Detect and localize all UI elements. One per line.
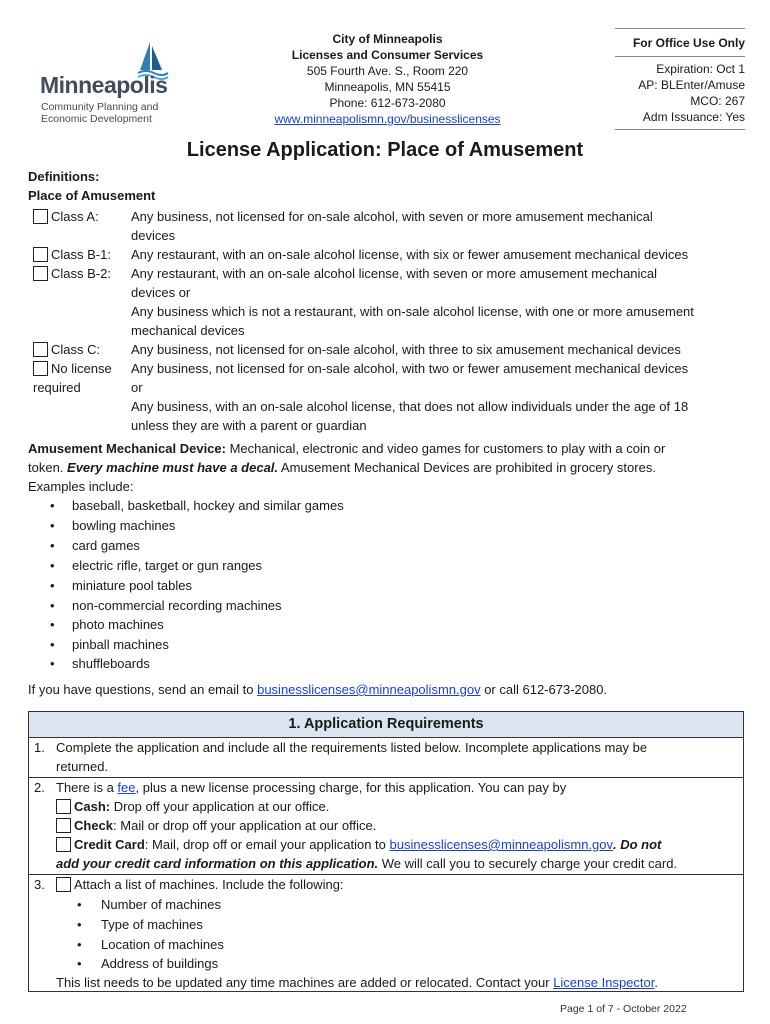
- class-b1-checkbox[interactable]: [33, 247, 48, 262]
- contact-line: If you have questions, send an email to businesslicenses@minneapolismn.gov or call 612-673-2080.: [28, 682, 608, 697]
- department-name: Licenses and Consumer Services: [291, 48, 484, 62]
- list-item: • bowling machines: [50, 518, 176, 533]
- ap-value: AP: BLEnter/Amuse: [638, 78, 745, 92]
- fee-link[interactable]: fee: [117, 780, 136, 795]
- class-c-checkbox[interactable]: [33, 342, 48, 357]
- cash-option[interactable]: Cash: Drop off your application at our office.: [56, 797, 329, 816]
- class-a-option[interactable]: Class A:: [33, 207, 99, 226]
- credit-card-option[interactable]: Credit Card: Mail, drop off or email your application to businesslicenses@minneapolismn.gov. Do not: [56, 835, 661, 854]
- class-c-option[interactable]: Class C:: [33, 340, 100, 359]
- list-item: • Number of machines: [77, 897, 221, 912]
- list-item: • Location of machines: [77, 937, 224, 952]
- req-3-number: 3.: [34, 877, 45, 892]
- list-item: • pinball machines: [50, 637, 169, 652]
- no-license-description-alt-cont: unless they are with a parent or guardian: [131, 418, 367, 433]
- list-item: • miniature pool tables: [50, 578, 192, 593]
- requirements-table: [28, 711, 744, 992]
- place-of-amusement-heading: Place of Amusement: [28, 188, 156, 203]
- req-1-text-cont: returned.: [56, 759, 109, 774]
- class-b2-description-alt-cont: mechanical devices: [131, 323, 245, 338]
- check-checkbox[interactable]: [56, 818, 71, 833]
- no-license-description-or: or: [131, 380, 143, 395]
- no-license-option[interactable]: No license: [33, 359, 112, 378]
- no-license-description-alt: Any business, with an on-sale alcohol license, that does not allow individuals under the age of 18: [131, 399, 689, 414]
- expiration-value: Expiration: Oct 1: [656, 62, 745, 76]
- examples-label: Examples include:: [28, 479, 134, 494]
- list-item: • card games: [50, 538, 140, 553]
- check-option[interactable]: Check: Mail or drop off your application at our office.: [56, 816, 376, 835]
- no-license-label-cont: required: [33, 380, 81, 395]
- office-use-box: [615, 28, 745, 130]
- class-a-description-cont: devices: [131, 228, 176, 243]
- credit-email-link[interactable]: businesslicenses@minneapolismn.gov: [389, 837, 613, 852]
- city-name: City of Minneapolis: [332, 32, 443, 46]
- definitions-heading: Definitions:: [28, 169, 100, 184]
- list-item: • Address of buildings: [77, 956, 219, 971]
- machine-list-update-note: This list needs to be updated any time machines are added or relocated. Contact your License Inspector.: [56, 975, 658, 990]
- cash-checkbox[interactable]: [56, 799, 71, 814]
- credit-card-note: add your credit card information on this application. We will call you to securely charge your credit card.: [56, 856, 678, 871]
- office-address-block: [260, 31, 515, 127]
- list-item: • baseball, basketball, hockey and similar games: [50, 498, 344, 513]
- street-address: 505 Fourth Ave. S., Room 220: [306, 64, 469, 78]
- page-title: License Application: Place of Amusement: [186, 139, 584, 161]
- class-a-description: Any business, not licensed for on-sale alcohol, with seven or more amusement mechanical: [131, 209, 653, 224]
- minneapolis-logo: [38, 38, 173, 128]
- license-inspector-link[interactable]: License Inspector: [553, 975, 655, 990]
- office-use-title: For Office Use Only: [615, 29, 745, 57]
- machine-list-checkbox[interactable]: [56, 877, 71, 892]
- machine-list-option[interactable]: Attach a list of machines. Include the following:: [56, 875, 344, 894]
- city-state-zip: Minneapolis, MN 55415: [324, 80, 451, 94]
- class-b2-option[interactable]: Class B-2:: [33, 264, 111, 283]
- list-item: • electric rifle, target or gun ranges: [50, 558, 263, 573]
- no-license-description: Any business, not licensed for on-sale alcohol, with two or fewer amusement mechanical devices: [131, 361, 689, 376]
- requirements-heading: 1. Application Requirements: [29, 712, 743, 738]
- no-license-checkbox[interactable]: [33, 361, 48, 376]
- list-item: • Type of machines: [77, 917, 203, 932]
- list-item: • photo machines: [50, 617, 164, 632]
- class-a-checkbox[interactable]: [33, 209, 48, 224]
- phone-number: Phone: 612-673-2080: [329, 96, 446, 110]
- class-b2-description: Any restaurant, with an on-sale alcohol license, with seven or more amusement mechanical: [131, 266, 658, 281]
- device-definition: Amusement Mechanical Device: Mechanical, electronic and video games for customers to play with a coin or: [28, 441, 666, 456]
- req-2-text: There is a fee, plus a new license processing charge, for this application. You can pay by: [56, 780, 567, 795]
- req-2-number: 2.: [34, 780, 45, 795]
- contact-email-link[interactable]: businesslicenses@minneapolismn.gov: [257, 682, 481, 697]
- class-c-description: Any business, not licensed for on-sale alcohol, with three to six amusement mechanical devices: [131, 342, 681, 357]
- req-1-number: 1.: [34, 740, 45, 755]
- req-1-text: Complete the application and include all the requirements listed below. Incomplete applications may be: [56, 740, 648, 755]
- adm-issuance-value: Adm Issuance: Yes: [642, 110, 745, 124]
- class-b1-description: Any restaurant, with an on-sale alcohol license, with six or fewer amusement mechanical devices: [131, 247, 689, 262]
- class-b2-description-alt: Any business which is not a restaurant, with on-sale alcohol license, with one or more amusement: [131, 304, 694, 319]
- business-licenses-link[interactable]: www.minneapolismn.gov/businesslicenses: [274, 112, 501, 126]
- device-definition-cont: token. Every machine must have a decal. Amusement Mechanical Devices are prohibited in grocery stores.: [28, 460, 656, 475]
- credit-card-checkbox[interactable]: [56, 837, 71, 852]
- class-b2-description-cont: devices or: [131, 285, 191, 300]
- class-b1-option[interactable]: Class B-1:: [33, 245, 111, 264]
- page-footer: Page 1 of 7 - October 2022: [560, 1003, 687, 1015]
- list-item: • shuffleboards: [50, 656, 150, 671]
- logo-subtitle: Community Planning and Economic Development: [41, 101, 159, 125]
- list-item: • non-commercial recording machines: [50, 598, 282, 613]
- class-b2-checkbox[interactable]: [33, 266, 48, 281]
- logo-wordmark: Minneapolis: [40, 72, 168, 98]
- mco-value: MCO: 267: [690, 94, 745, 108]
